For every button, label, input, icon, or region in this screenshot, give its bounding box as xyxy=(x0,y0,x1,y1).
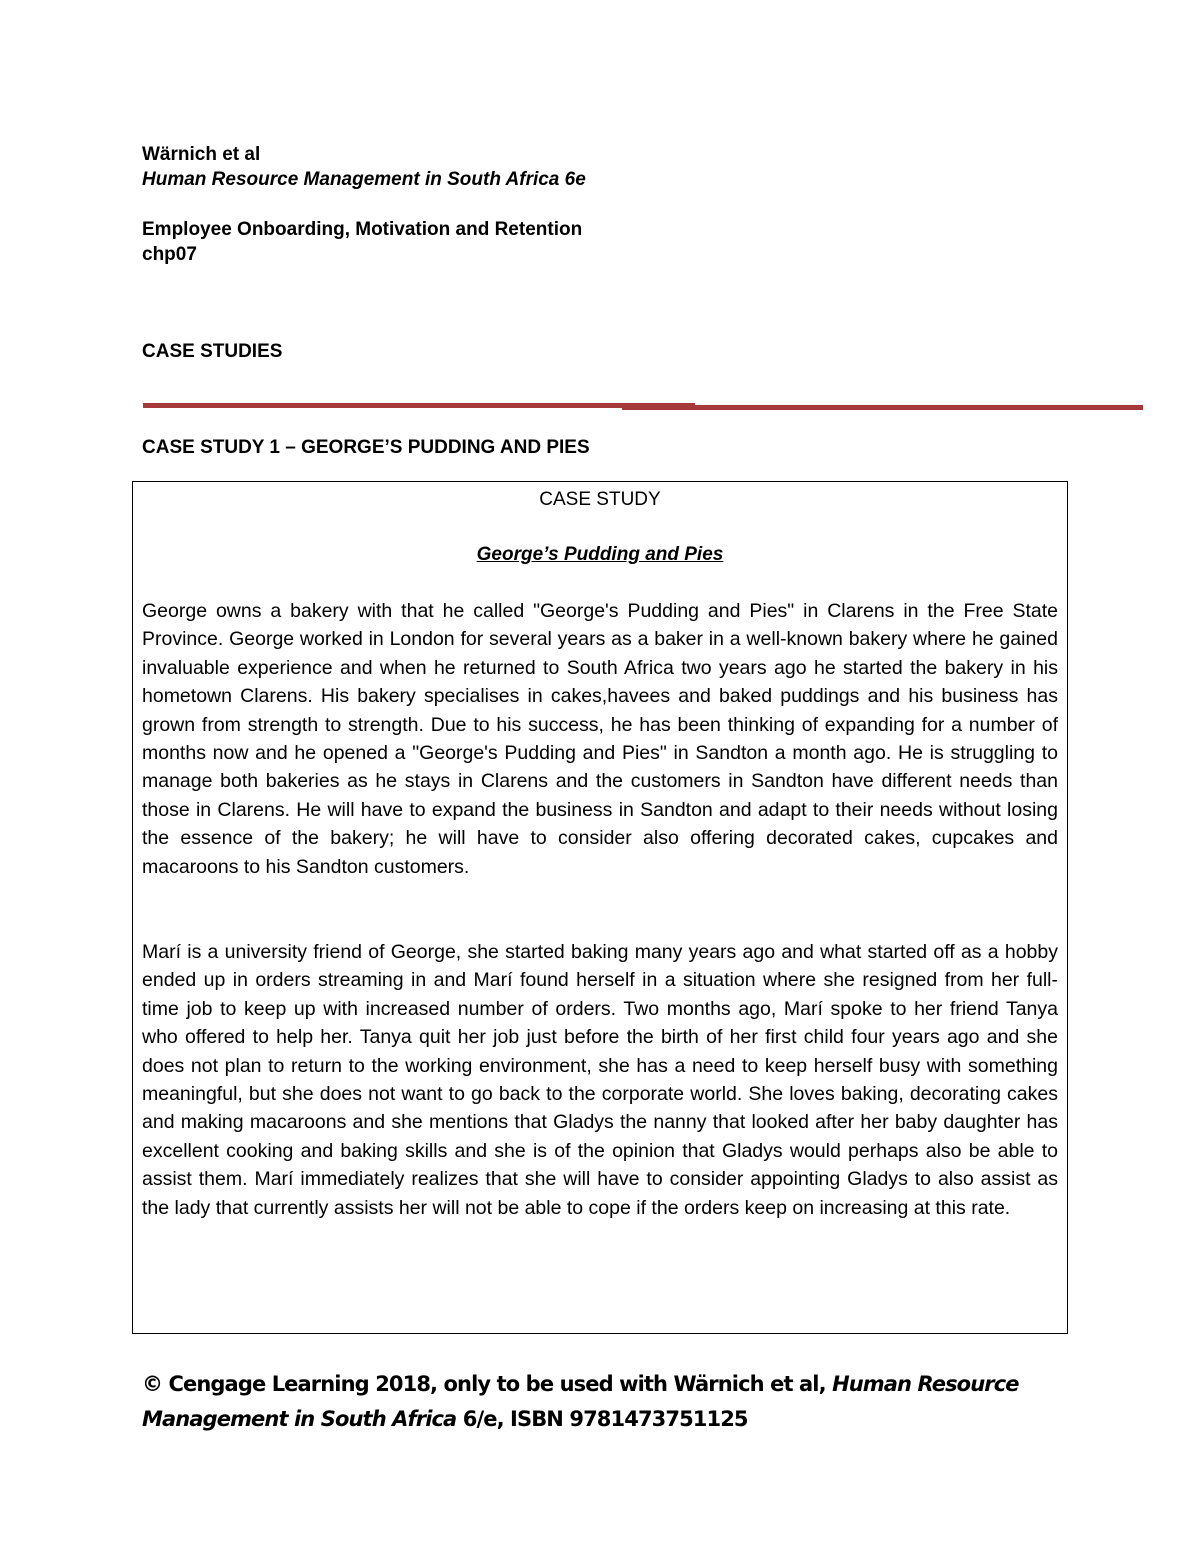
case-study-label: CASE STUDY xyxy=(539,489,661,510)
divider-rule-left xyxy=(143,403,695,408)
case-study-heading: CASE STUDY 1 – GEORGE’S PUDDING AND PIES xyxy=(142,437,590,458)
divider-rule-right xyxy=(622,405,1143,410)
case-paragraph-1: George owns a bakery with that he called "George's Pudding and Pies" in Clarens in the Free State Province. George worked in London for several years as a baker in a well-known bakery where he gained invaluable experience and when he returned to South Africa two years ago he started the bakery in his hometown Clarens. His bakery specialises in cakes,havees and baked puddings and his business has grown from strength to strength. Due to his success, he has been thinking of expanding for a number of months now and he opened a "George's Pudding and Pies" in Sandton a month ago. He is struggling to manage both bakeries as he stays in Clarens and the customers in Sandton have different needs than those in Clarens. He will have to expand the business in Sandton and adapt to their needs without losing the essence of the bakery; he will have to consider also offering decorated cakes, cupcakes and macaroons to his Sandton customers. xyxy=(142,600,1058,878)
chapter-code: chp07 xyxy=(142,244,197,265)
section-heading: CASE STUDIES xyxy=(142,341,283,362)
footer-prefix: © Cengage Learning 2018, only to be used with Wärnich et al, xyxy=(142,1372,833,1396)
footer-book-title: Human Resource Management in South Africa xyxy=(142,1372,1019,1431)
footer-suffix: 6/e, ISBN 9781473751125 xyxy=(456,1407,748,1431)
case-paragraph-2: Marí is a university friend of George, she started baking many years ago and what started off as a hobby ended up in orders streaming in and Marí found herself in a situation where she resigned from her full-time job to keep up with increased number of orders. Two months ago, Marí spoke to her friend Tanya who offered to help her. Tanya quit her job just before the birth of her first child four years ago and she does not plan to return to the working environment, she has a need to keep herself busy with something meaningful, but she does not want to go back to the corporate world. She loves baking, decorating cakes and making macaroons and she mentions that Gladys the nanny that looked after her baby daughter has excellent cooking and baking skills and she is of the opinion that Gladys would perhaps also be able to assist them. Marí immediately realizes that she will have to consider appointing Gladys to also assist as the lady that currently assists her will not be able to cope if the orders keep on increasing at this rate. xyxy=(142,941,1058,1219)
copyright-footer xyxy=(142,1367,1072,1437)
chapter-title: Employee Onboarding, Motivation and Retention xyxy=(142,219,583,240)
book-title: Human Resource Management in South Africa 6e xyxy=(142,169,586,190)
case-study-title: George’s Pudding and Pies xyxy=(476,544,724,565)
author-line: Wärnich et al xyxy=(142,144,261,165)
